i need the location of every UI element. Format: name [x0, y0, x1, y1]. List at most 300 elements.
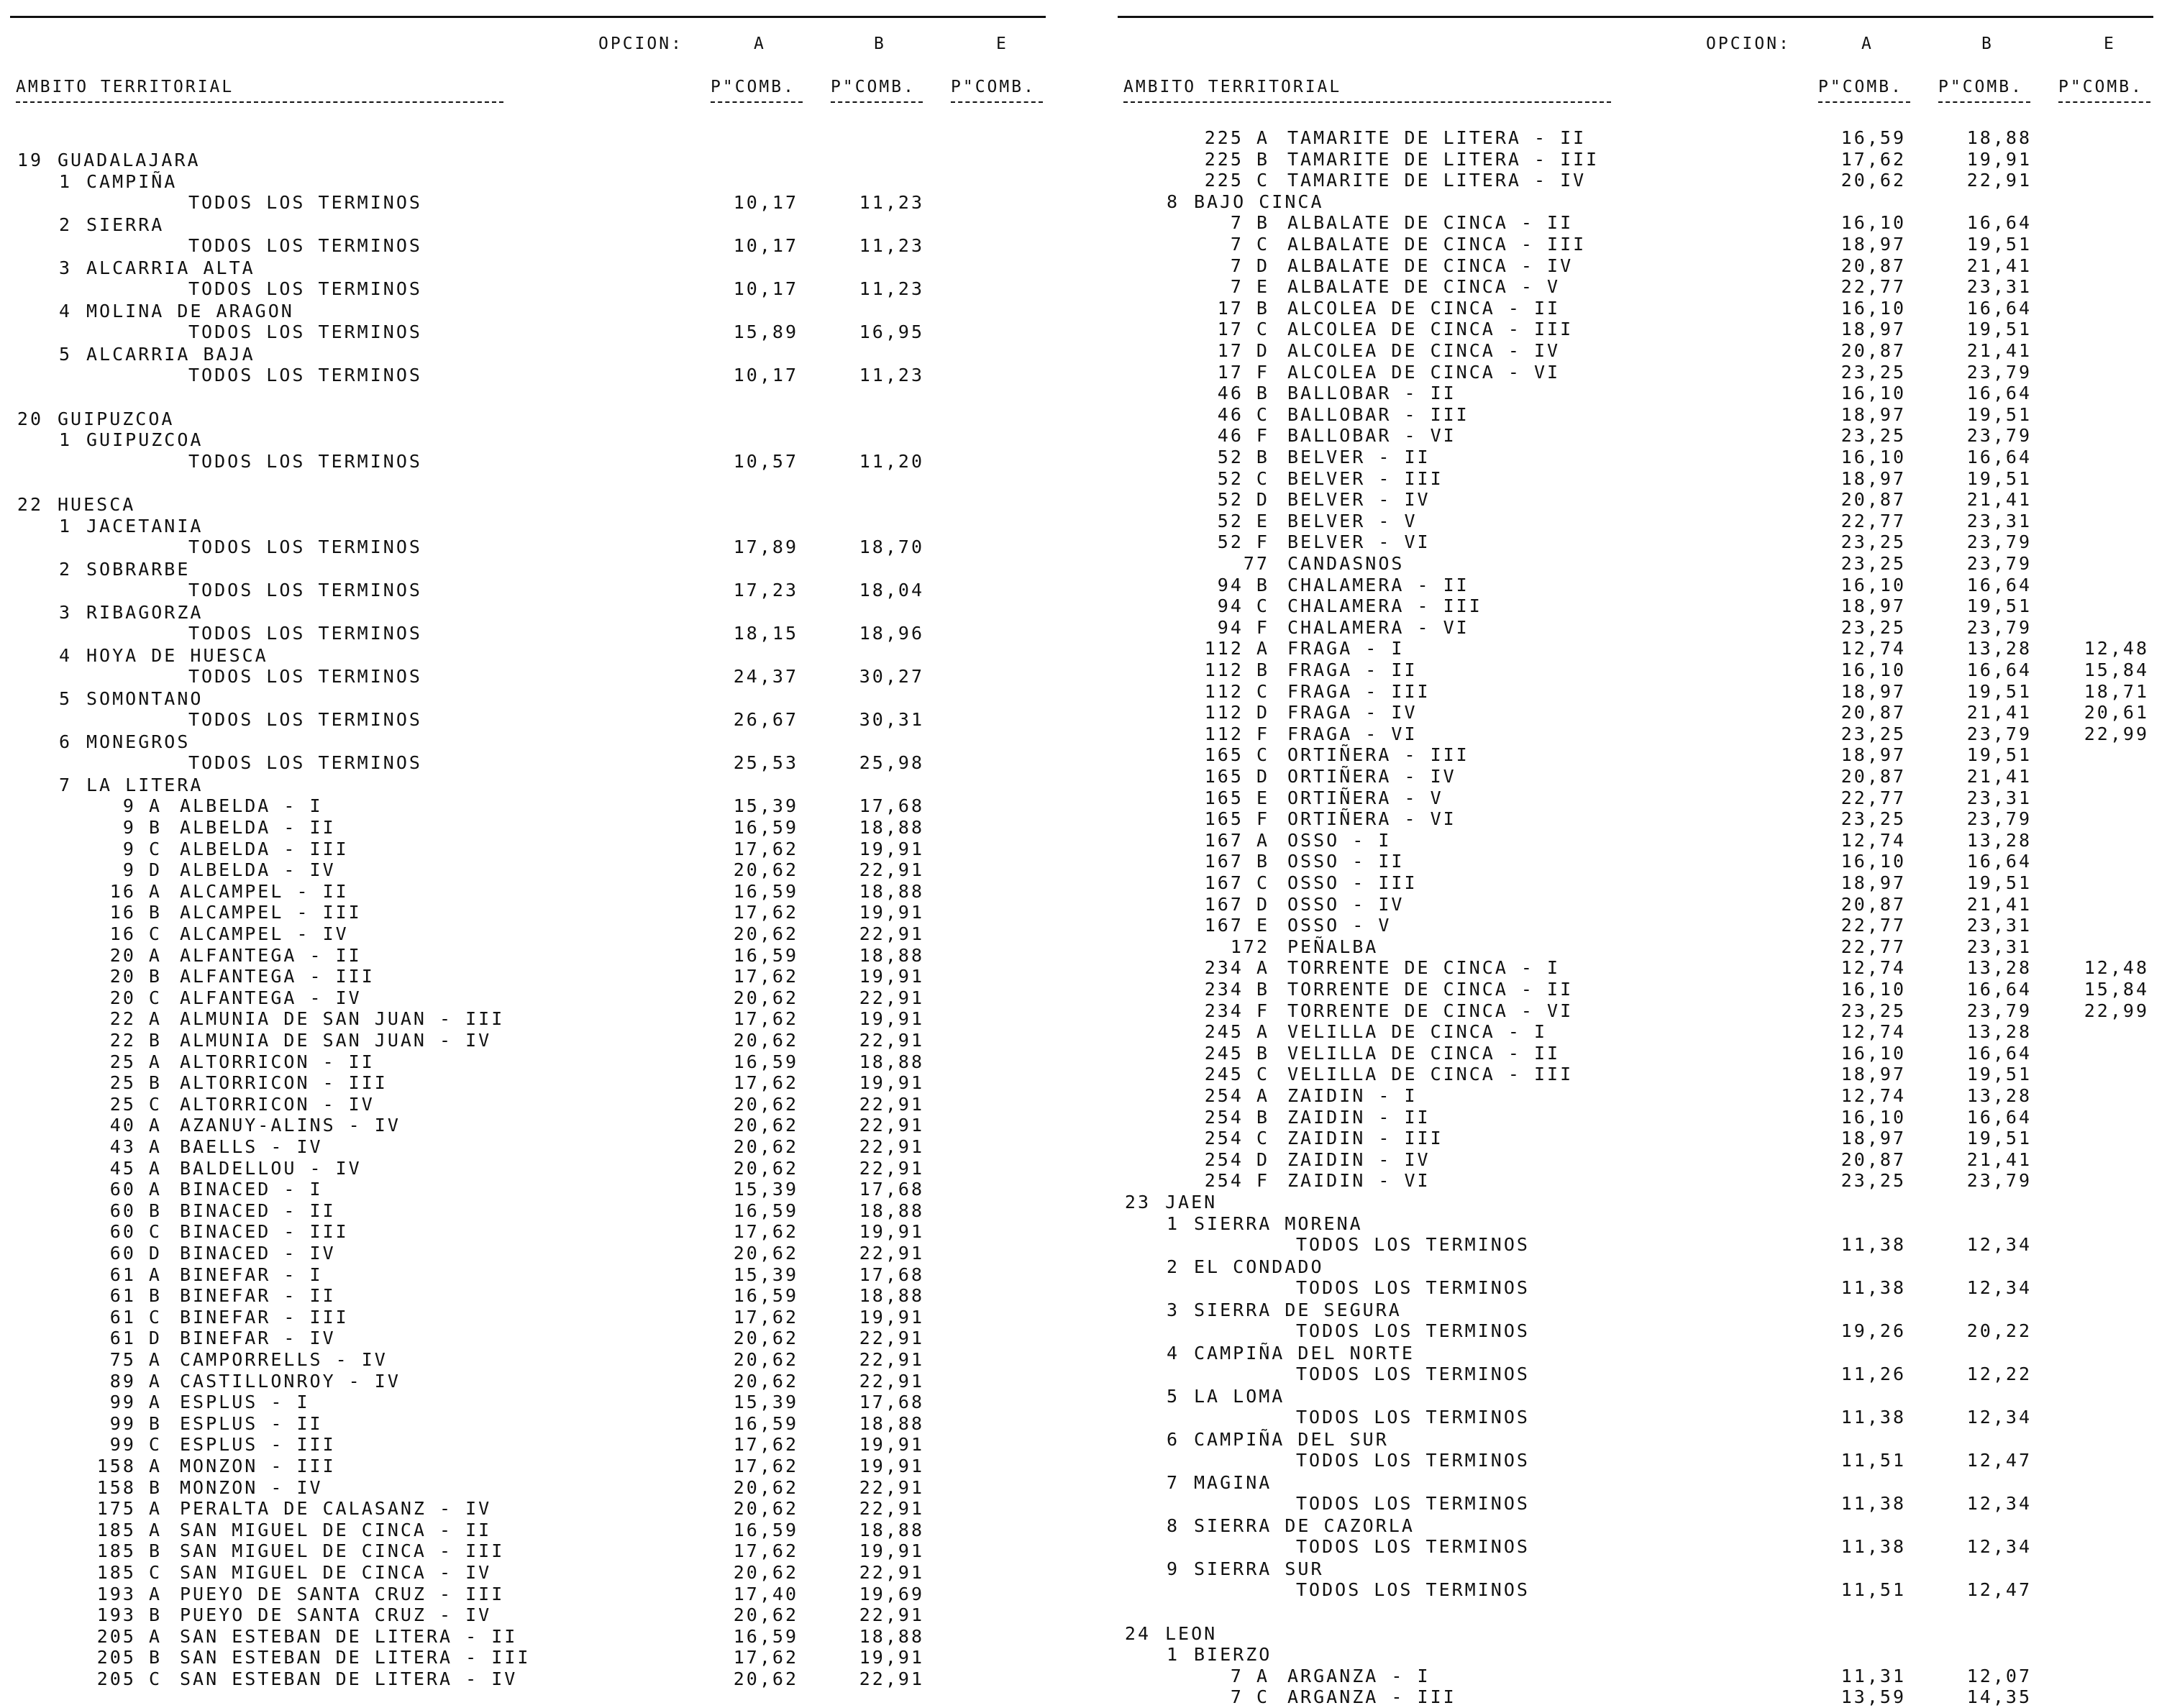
municipality-name: BINACED - II	[180, 1200, 336, 1221]
municipality-name: PEÑALBA	[1287, 936, 1379, 957]
premium-value-b: 16,64	[1966, 212, 2032, 234]
premium-value-a: 20,62	[733, 1136, 798, 1157]
comarca-name: CAMPIÑA	[86, 170, 178, 192]
territory-code: 5	[58, 343, 72, 365]
municipality-row	[1108, 744, 2165, 766]
municipality-name: ALMUNIA DE SAN JUAN - IV	[180, 1030, 492, 1051]
territory-code: 8	[1166, 191, 1180, 212]
municipality-row	[0, 1626, 1057, 1648]
premium-value-a: 17,62	[733, 1540, 798, 1562]
header-underline	[1818, 101, 1910, 103]
premium-value-a: 11,31	[1840, 1665, 1906, 1686]
municipality-name: SAN MIGUEL DE CINCA - III	[180, 1540, 505, 1562]
premium-value-b: 11,23	[859, 235, 924, 257]
premium-value-b: 18,88	[859, 1200, 924, 1221]
municipality-row	[1108, 511, 2165, 532]
territory-code: 46 B	[1217, 383, 1269, 404]
premium-value-b: 21,41	[1966, 893, 2032, 915]
municipality-name: BELVER - VI	[1287, 531, 1431, 553]
municipality-name: ALBALATE DE CINCA - V	[1287, 276, 1561, 298]
municipality-row	[0, 1051, 1057, 1073]
municipality-row	[0, 1413, 1057, 1435]
premium-value-b: 16,64	[1966, 659, 2032, 680]
comarca-name: CAMPIÑA DEL NORTE	[1194, 1342, 1415, 1364]
territory-code: 75 A	[109, 1349, 162, 1370]
premium-value-a: 20,62	[733, 1115, 798, 1136]
territory-code: 254 D	[1204, 1148, 1269, 1170]
pcomb-a-header: P"COMB.	[1818, 78, 1903, 96]
premium-value-b: 22,91	[859, 1370, 924, 1392]
municipality-name: ALBALATE DE CINCA - II	[1287, 212, 1574, 234]
comarca-row	[1108, 191, 2165, 213]
territory-code: 9 A	[122, 795, 162, 817]
province-row	[0, 494, 1057, 516]
premium-value-a: 16,10	[1840, 574, 1906, 595]
territory-code: 175 A	[96, 1498, 162, 1520]
premium-value-a: 18,97	[1840, 1128, 1906, 1149]
premium-value-b: 16,64	[1966, 574, 2032, 595]
municipality-row	[1108, 702, 2165, 723]
municipality-row	[1108, 808, 2165, 830]
premium-value-a: 18,97	[1840, 1064, 1906, 1085]
premium-value-a: 20,87	[1840, 489, 1906, 511]
territory-code: 25 B	[109, 1072, 162, 1094]
comarca-name: JACETANIA	[86, 515, 204, 536]
municipality-name: BINEFAR - I	[180, 1264, 323, 1285]
premium-value-a: 15,39	[733, 1392, 798, 1413]
premium-value-b: 23,79	[1966, 616, 2032, 638]
option-b-header: B	[1981, 35, 1994, 53]
territory-code: 5	[1166, 1385, 1180, 1407]
territory-code: 2	[58, 558, 72, 580]
comarca-name: SOBRARBE	[86, 558, 191, 580]
all-terms-label: TODOS LOS TERMINOS	[188, 666, 422, 688]
territory-code: 1	[58, 429, 72, 451]
all-terms-label: TODOS LOS TERMINOS	[188, 365, 422, 386]
premium-value-b: 12,47	[1966, 1450, 2032, 1471]
premium-value-e: 20,61	[2084, 702, 2149, 723]
premium-value-a: 23,25	[1840, 553, 1906, 574]
municipality-row	[1108, 1085, 2165, 1107]
premium-value-a: 16,59	[733, 1412, 798, 1434]
premium-value-a: 11,38	[1840, 1407, 1906, 1428]
all-terms-label: TODOS LOS TERMINOS	[188, 278, 422, 300]
premium-value-b: 19,91	[859, 1434, 924, 1456]
territory-code: 3	[58, 257, 72, 278]
premium-value-b: 19,69	[859, 1583, 924, 1604]
comarca-name: CAMPIÑA DEL SUR	[1194, 1428, 1389, 1450]
municipality-row	[0, 1456, 1057, 1477]
premium-value-a: 23,25	[1840, 531, 1906, 553]
premium-value-a: 11,51	[1840, 1579, 1906, 1601]
premium-value-a: 16,10	[1840, 297, 1906, 319]
premium-value-b: 19,51	[1966, 234, 2032, 255]
territory-code: 16 B	[109, 902, 162, 923]
premium-value-b: 19,91	[859, 966, 924, 987]
municipality-name: ORTIÑERA - V	[1287, 787, 1443, 808]
premium-value-a: 20,62	[733, 1157, 798, 1179]
municipality-name: CHALAMERA - II	[1287, 574, 1469, 595]
municipality-name: CASTILLONROY - IV	[180, 1370, 401, 1392]
premium-value-b: 22,91	[859, 1030, 924, 1051]
municipality-row	[1108, 979, 2165, 1000]
territory-code: 94 C	[1217, 595, 1269, 617]
territory-code: 254 A	[1204, 1085, 1269, 1106]
territory-code: 4	[58, 644, 72, 666]
comarca-name: SIERRA DE SEGURA	[1194, 1299, 1402, 1320]
territory-code: 9 C	[122, 838, 162, 859]
municipality-row	[0, 1094, 1057, 1115]
comarca-name: ALCARRIA ALTA	[86, 257, 255, 278]
municipality-row	[0, 1243, 1057, 1264]
premium-value-b: 17,68	[859, 1392, 924, 1413]
municipality-name: ZAIDIN - III	[1287, 1128, 1443, 1149]
premium-value-a: 17,62	[733, 1221, 798, 1243]
premium-value-a: 20,62	[733, 1328, 798, 1349]
premium-value-a: 18,15	[733, 623, 798, 644]
premium-value-b: 30,31	[859, 709, 924, 731]
municipality-row	[1108, 340, 2165, 362]
territory-code: 4	[58, 300, 72, 321]
territory-code: 20	[17, 408, 43, 429]
municipality-row	[1108, 468, 2165, 490]
premium-value-b: 19,51	[1966, 403, 2032, 425]
municipality-row	[1108, 1043, 2165, 1064]
premium-value-b: 23,31	[1966, 936, 2032, 957]
comarca-name: SIERRA	[86, 214, 165, 235]
premium-value-a: 17,62	[733, 1072, 798, 1094]
all-terms-label: TODOS LOS TERMINOS	[1296, 1320, 1530, 1342]
comarca-name: HOYA DE HUESCA	[86, 644, 268, 666]
territory-code: 165 F	[1204, 808, 1269, 830]
municipality-name: BINACED - IV	[180, 1243, 336, 1264]
option-b-header: B	[874, 35, 886, 53]
municipality-name: ALBALATE DE CINCA - IV	[1287, 255, 1574, 276]
municipality-name: BELVER - II	[1287, 447, 1431, 467]
premium-value-b: 18,88	[859, 1285, 924, 1307]
territory-code: 60 B	[109, 1200, 162, 1221]
premium-value-b: 22,91	[859, 1498, 924, 1520]
premium-value-a: 16,10	[1840, 1042, 1906, 1064]
premium-value-b: 19,51	[1966, 1064, 2032, 1085]
municipality-name: ALBELDA - I	[180, 795, 323, 817]
premium-value-a: 16,59	[1840, 127, 1906, 148]
premium-value-b: 13,28	[1966, 638, 2032, 659]
premium-value-b: 14,35	[1966, 1686, 2032, 1708]
premium-value-a: 18,97	[1840, 595, 1906, 617]
premium-value-b: 19,51	[1966, 467, 2032, 489]
premium-value-b: 18,88	[859, 1519, 924, 1540]
municipality-row	[1108, 362, 2165, 383]
territory-code: 165 E	[1204, 787, 1269, 808]
premium-value-b: 23,79	[1966, 808, 2032, 830]
municipality-row	[0, 1498, 1057, 1520]
territory-code: 112 F	[1204, 723, 1269, 744]
municipality-row	[0, 1285, 1057, 1307]
all-terms-row	[0, 536, 1057, 558]
premium-value-e: 12,48	[2084, 957, 2149, 979]
premium-value-a: 11,26	[1840, 1364, 1906, 1385]
premium-value-e: 15,84	[2084, 659, 2149, 680]
municipality-name: SAN ESTEBAN DE LITERA - II	[180, 1625, 518, 1647]
territory-code: 99 A	[109, 1392, 162, 1413]
municipality-row	[0, 1328, 1057, 1349]
municipality-row	[1108, 1170, 2165, 1192]
municipality-row	[1108, 1021, 2165, 1043]
premium-value-a: 24,37	[733, 666, 798, 688]
premium-value-a: 18,97	[1840, 872, 1906, 893]
premium-value-a: 25,53	[733, 752, 798, 774]
territory-code: 43 A	[109, 1136, 162, 1157]
premium-value-a: 20,62	[733, 1562, 798, 1583]
premium-value-a: 20,62	[733, 859, 798, 881]
premium-value-b: 21,41	[1966, 255, 2032, 276]
municipality-name: TORRENTE DE CINCA - VI	[1287, 1000, 1574, 1021]
municipality-name: ALCAMPEL - IV	[180, 923, 349, 944]
territory-code: 7 D	[1230, 255, 1269, 276]
opcion-label: OPCION:	[598, 35, 683, 53]
premium-value-b: 16,64	[1966, 1042, 2032, 1064]
municipality-row	[1108, 127, 2165, 149]
territory-code: 185 A	[96, 1519, 162, 1540]
premium-value-b: 18,88	[859, 1625, 924, 1647]
premium-value-b: 18,88	[859, 1051, 924, 1072]
header-underline	[16, 101, 503, 103]
right-column	[1108, 0, 2165, 1708]
premium-value-b: 18,88	[859, 880, 924, 902]
municipality-row	[0, 1604, 1057, 1626]
premium-value-a: 12,74	[1840, 829, 1906, 851]
premium-value-b: 13,28	[1966, 1021, 2032, 1043]
all-terms-row	[0, 235, 1057, 257]
municipality-name: ALMUNIA DE SAN JUAN - III	[180, 1008, 505, 1030]
premium-value-b: 12,34	[1966, 1277, 2032, 1299]
municipality-name: ESPLUS - II	[180, 1412, 323, 1434]
premium-value-a: 17,62	[1840, 148, 1906, 170]
premium-value-b: 22,91	[859, 859, 924, 881]
municipality-name: ALBELDA - III	[180, 838, 349, 859]
premium-value-b: 12,34	[1966, 1536, 2032, 1558]
municipality-row	[1108, 915, 2165, 936]
municipality-name: BINEFAR - III	[180, 1306, 349, 1328]
premium-value-a: 16,10	[1840, 383, 1906, 404]
municipality-name: FRAGA - I	[1287, 638, 1405, 659]
premium-value-a: 16,59	[733, 880, 798, 902]
premium-value-b: 12,07	[1966, 1665, 2032, 1686]
municipality-name: ORTIÑERA - IV	[1287, 766, 1456, 787]
all-terms-row	[0, 278, 1057, 300]
territory-code: 8	[1166, 1515, 1180, 1536]
municipality-row	[1108, 531, 2165, 553]
territory-code: 25 C	[109, 1093, 162, 1115]
all-terms-row	[0, 580, 1057, 601]
territory-code: 185 C	[96, 1562, 162, 1583]
premium-value-a: 20,62	[733, 1668, 798, 1689]
premium-value-a: 19,26	[1840, 1320, 1906, 1342]
premium-value-b: 19,91	[859, 1072, 924, 1094]
comarca-row	[1108, 1429, 2165, 1451]
premium-value-a: 20,87	[1840, 893, 1906, 915]
premium-value-b: 30,27	[859, 666, 924, 688]
municipality-row	[0, 1668, 1057, 1690]
municipality-row	[1108, 319, 2165, 340]
comarca-row	[0, 775, 1057, 796]
municipality-name: ZAIDIN - VI	[1287, 1170, 1431, 1192]
territory-code: 1	[1166, 1644, 1180, 1666]
territory-code: 94 F	[1217, 616, 1269, 638]
territory-code: 16 C	[109, 923, 162, 944]
premium-value-a: 23,25	[1840, 1000, 1906, 1021]
premium-value-a: 20,87	[1840, 1148, 1906, 1170]
municipality-name: BINEFAR - II	[180, 1285, 336, 1307]
premium-value-a: 16,10	[1840, 1106, 1906, 1128]
opcion-label: OPCION:	[1706, 35, 1791, 53]
all-terms-label: TODOS LOS TERMINOS	[1296, 1450, 1530, 1471]
territory-code: 112 B	[1204, 659, 1269, 680]
all-terms-label: TODOS LOS TERMINOS	[188, 580, 422, 601]
municipality-row	[1108, 1686, 2165, 1708]
territory-code: 234 F	[1204, 1000, 1269, 1021]
premium-value-b: 22,91	[859, 1604, 924, 1626]
premium-value-b: 12,22	[1966, 1364, 2032, 1385]
municipality-name: BINACED - I	[180, 1179, 323, 1200]
premium-value-b: 19,91	[859, 1647, 924, 1668]
premium-value-b: 22,91	[859, 1243, 924, 1264]
municipality-name: BELVER - III	[1287, 467, 1443, 489]
municipality-name: ALBELDA - II	[180, 817, 336, 838]
premium-value-a: 20,62	[733, 1370, 798, 1392]
province-name: GUIPUZCOA	[58, 408, 175, 429]
territory-code: 7 A	[1230, 1665, 1269, 1686]
all-terms-label: TODOS LOS TERMINOS	[1296, 1579, 1530, 1601]
municipality-row	[0, 1434, 1057, 1456]
municipality-name: CAMPORRELLS - IV	[180, 1349, 388, 1370]
municipality-row	[1108, 404, 2165, 426]
premium-value-b: 19,91	[1966, 148, 2032, 170]
premium-value-a: 20,87	[1840, 766, 1906, 787]
territory-code: 17 D	[1217, 340, 1269, 361]
premium-value-a: 20,62	[733, 1093, 798, 1115]
municipality-name: ESPLUS - III	[180, 1434, 336, 1456]
municipality-name: BALLOBAR - III	[1287, 403, 1469, 425]
left-column	[0, 0, 1057, 1689]
territory-code: 6	[58, 731, 72, 752]
premium-value-e: 18,71	[2084, 680, 2149, 702]
comarca-row	[0, 645, 1057, 667]
all-terms-row	[1108, 1364, 2165, 1385]
option-a-header: A	[754, 35, 766, 53]
premium-value-b: 21,41	[1966, 766, 2032, 787]
municipality-name: ALBELDA - IV	[180, 859, 336, 881]
territory-code: 193 A	[96, 1583, 162, 1604]
premium-value-a: 23,25	[1840, 808, 1906, 830]
municipality-row	[1108, 298, 2165, 319]
all-terms-label: TODOS LOS TERMINOS	[188, 623, 422, 644]
comarca-row	[1108, 1343, 2165, 1364]
all-terms-label: TODOS LOS TERMINOS	[1296, 1493, 1530, 1515]
premium-value-a: 22,77	[1840, 915, 1906, 936]
premium-value-a: 12,74	[1840, 1021, 1906, 1043]
territory-code: 254 C	[1204, 1128, 1269, 1149]
premium-value-b: 22,91	[1966, 170, 2032, 191]
municipality-name: VELILLA DE CINCA - II	[1287, 1042, 1561, 1064]
premium-value-a: 18,97	[1840, 319, 1906, 340]
municipality-name: TORRENTE DE CINCA - I	[1287, 957, 1561, 979]
municipality-name: ALFANTEGA - II	[180, 944, 362, 966]
municipality-row	[1108, 851, 2165, 872]
comarca-row	[0, 516, 1057, 537]
municipality-name: SAN MIGUEL DE CINCA - IV	[180, 1562, 492, 1583]
premium-value-b: 19,51	[1966, 595, 2032, 617]
all-terms-label: TODOS LOS TERMINOS	[188, 709, 422, 731]
municipality-name: BAELLS - IV	[180, 1136, 323, 1157]
municipality-row	[1108, 617, 2165, 639]
municipality-name: TORRENTE DE CINCA - II	[1287, 979, 1574, 1000]
premium-value-b: 19,91	[859, 1456, 924, 1476]
comarca-name: LA LOMA	[1194, 1385, 1285, 1407]
header-underline	[1938, 101, 2030, 103]
municipality-row	[1108, 723, 2165, 745]
comarca-row	[0, 257, 1057, 279]
comarca-name: MAGINA	[1194, 1471, 1272, 1493]
territory-code: 165 C	[1204, 744, 1269, 766]
territory-code: 25 A	[109, 1051, 162, 1072]
premium-value-b: 16,64	[1966, 1106, 2032, 1128]
premium-value-a: 18,97	[1840, 234, 1906, 255]
municipality-row	[1108, 872, 2165, 894]
premium-value-a: 17,62	[733, 1008, 798, 1030]
municipality-name: MONZON - IV	[180, 1476, 323, 1498]
municipality-name: CHALAMERA - III	[1287, 595, 1482, 617]
premium-value-a: 22,77	[1840, 510, 1906, 531]
municipality-name: ALCOLEA DE CINCA - IV	[1287, 340, 1561, 361]
comarca-name: EL CONDADO	[1194, 1256, 1324, 1277]
territory-code: 22 A	[109, 1008, 162, 1030]
all-terms-row	[1108, 1320, 2165, 1342]
territory-code: 2	[1166, 1256, 1180, 1277]
province-name: LEON	[1165, 1622, 1218, 1644]
premium-value-a: 22,77	[1840, 276, 1906, 298]
premium-value-b: 11,23	[859, 365, 924, 386]
municipality-name: FRAGA - III	[1287, 680, 1431, 702]
municipality-row	[1108, 894, 2165, 915]
premium-value-a: 10,17	[733, 278, 798, 300]
all-terms-row	[1108, 1407, 2165, 1428]
territory-code: 17 B	[1217, 297, 1269, 319]
premium-value-b: 22,91	[859, 1476, 924, 1498]
territory-code: 16 A	[109, 880, 162, 902]
territory-code: 40 A	[109, 1115, 162, 1136]
municipality-name: TAMARITE DE LITERA - IV	[1287, 170, 1587, 191]
premium-value-a: 20,62	[733, 1476, 798, 1498]
province-name: GUADALAJARA	[58, 150, 201, 170]
territory-code: 245 B	[1204, 1042, 1269, 1064]
comarca-row	[1108, 1558, 2165, 1580]
comarca-name: GUIPUZCOA	[86, 429, 204, 451]
municipality-row	[1108, 787, 2165, 809]
territory-code: 17 C	[1217, 319, 1269, 340]
comarca-name: MONEGROS	[86, 731, 191, 752]
province-row	[0, 408, 1057, 430]
municipality-name: ESPLUS - I	[180, 1392, 310, 1413]
province-row	[1108, 1192, 2165, 1213]
header-underline	[1123, 101, 1611, 103]
premium-value-b: 23,79	[1966, 531, 2032, 553]
premium-value-b: 22,91	[859, 1093, 924, 1115]
all-terms-row	[0, 321, 1057, 343]
municipality-row	[0, 1392, 1057, 1413]
municipality-row	[1108, 575, 2165, 596]
